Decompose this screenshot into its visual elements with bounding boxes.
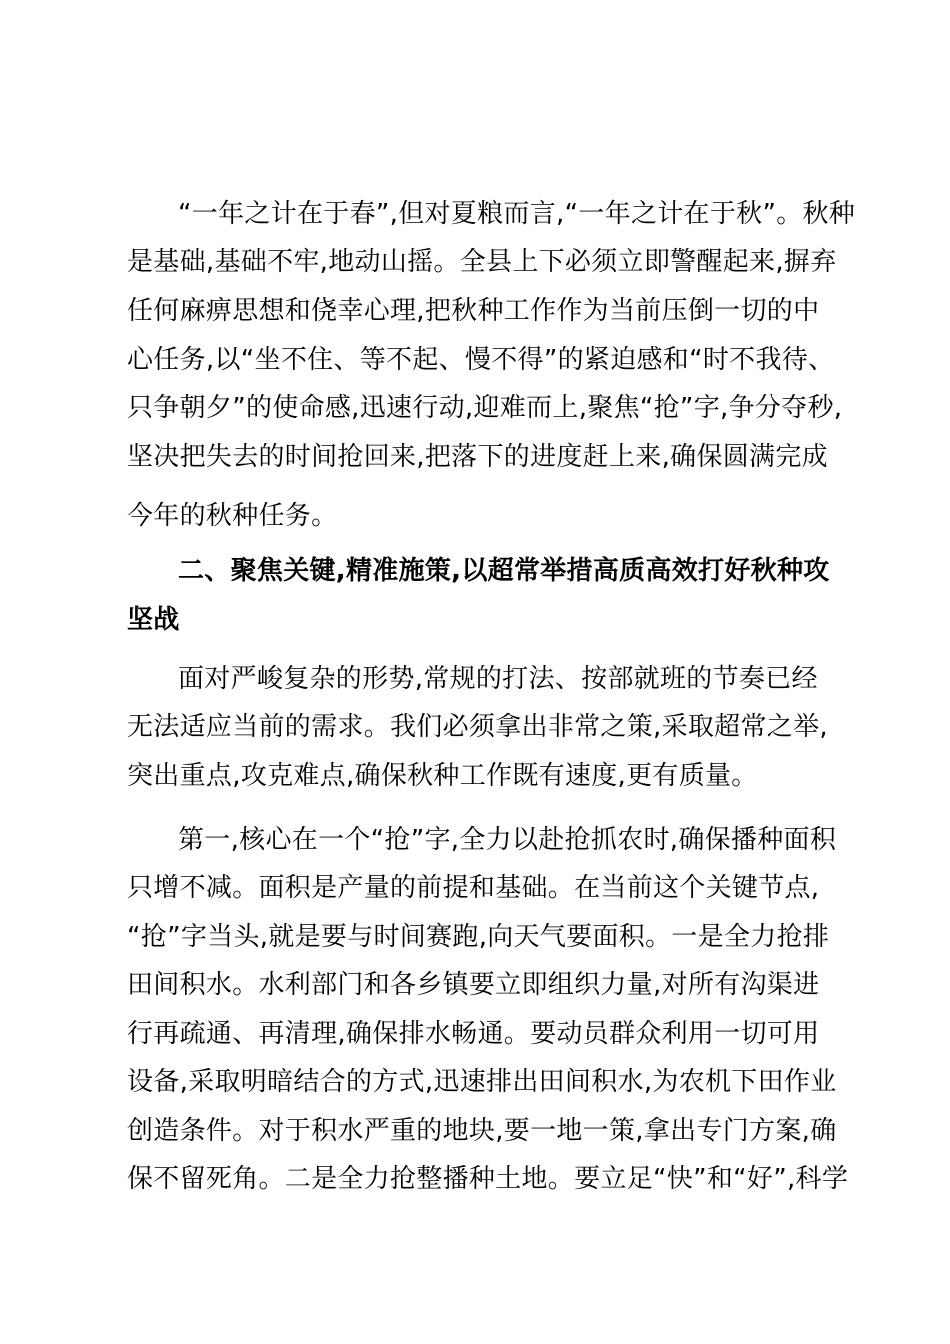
paragraph-3-line-1: 第一,核心在一个“抢”字,全力以赴抢抓农时,确保播种面积 (178, 825, 837, 855)
paragraph-3-line-3: “抢”字当头,就是要与时间赛跑,向天气要面积。一是全力抢排 (127, 922, 830, 952)
paragraph-3-line-5: 行再疏通、再清理,确保排水畅通。要动员群众利用一切可用 (127, 1019, 820, 1049)
paragraph-1-line-5: 只争朝夕”的使命感,迅速行动,迎难而上,聚焦“抢”字,争分夺秒, (127, 393, 843, 423)
paragraph-2-line-2: 无法适应当前的需求。我们必须拿出非常之策,采取超常之举, (127, 712, 828, 742)
paragraph-3-line-6: 设备,采取明暗结合的方式,迅速排出田间积水,为农机下田作业 (127, 1067, 837, 1097)
paragraph-3-line-2: 只增不减。面积是产量的前提和基础。在当前这个关键节点, (127, 873, 820, 903)
section-heading-line-2: 坚战 (127, 605, 180, 635)
paragraph-3-line-4: 田间积水。水利部门和各乡镇要立即组织力量,对所有沟渠进 (127, 970, 820, 1000)
paragraph-1-line-4: 心任务,以“坐不住、等不起、慢不得”的紧迫感和“时不我待、 (127, 345, 835, 375)
paragraph-2-line-1: 面对严峻复杂的形势,常规的打法、按部就班的节奏已经 (178, 664, 818, 694)
paragraph-1-line-2: 是基础,基础不牢,地动山摇。全县上下必须立即警醒起来,摒弃 (127, 247, 837, 277)
paragraph-1-line-7: 今年的秋种任务。 (127, 501, 338, 531)
paragraph-1-line-1: “一年之计在于春”,但对夏粮而言,“一年之计在于秋”。秋种 (178, 199, 856, 229)
section-heading-line-1: 二、聚焦关键,精准施策,以超常举措高质高效打好秋种攻 (178, 556, 830, 586)
paragraph-1-line-3: 任何麻痹思想和侥幸心理,把秋种工作作为当前压倒一切的中 (127, 296, 820, 326)
paragraph-3-line-7: 创造条件。对于积水严重的地块,要一地一策,拿出专门方案,确 (127, 1116, 837, 1146)
paragraph-3-line-8: 保不留死角。二是全力抢整播种土地。要立足“快”和“好”,科学 (127, 1164, 849, 1194)
paragraph-1-line-6: 坚决把失去的时间抢回来,把落下的进度赶上来,确保圆满完成 (127, 442, 828, 472)
paragraph-2-line-3: 突出重点,攻克难点,确保秋种工作既有速度,更有质量。 (127, 761, 758, 791)
